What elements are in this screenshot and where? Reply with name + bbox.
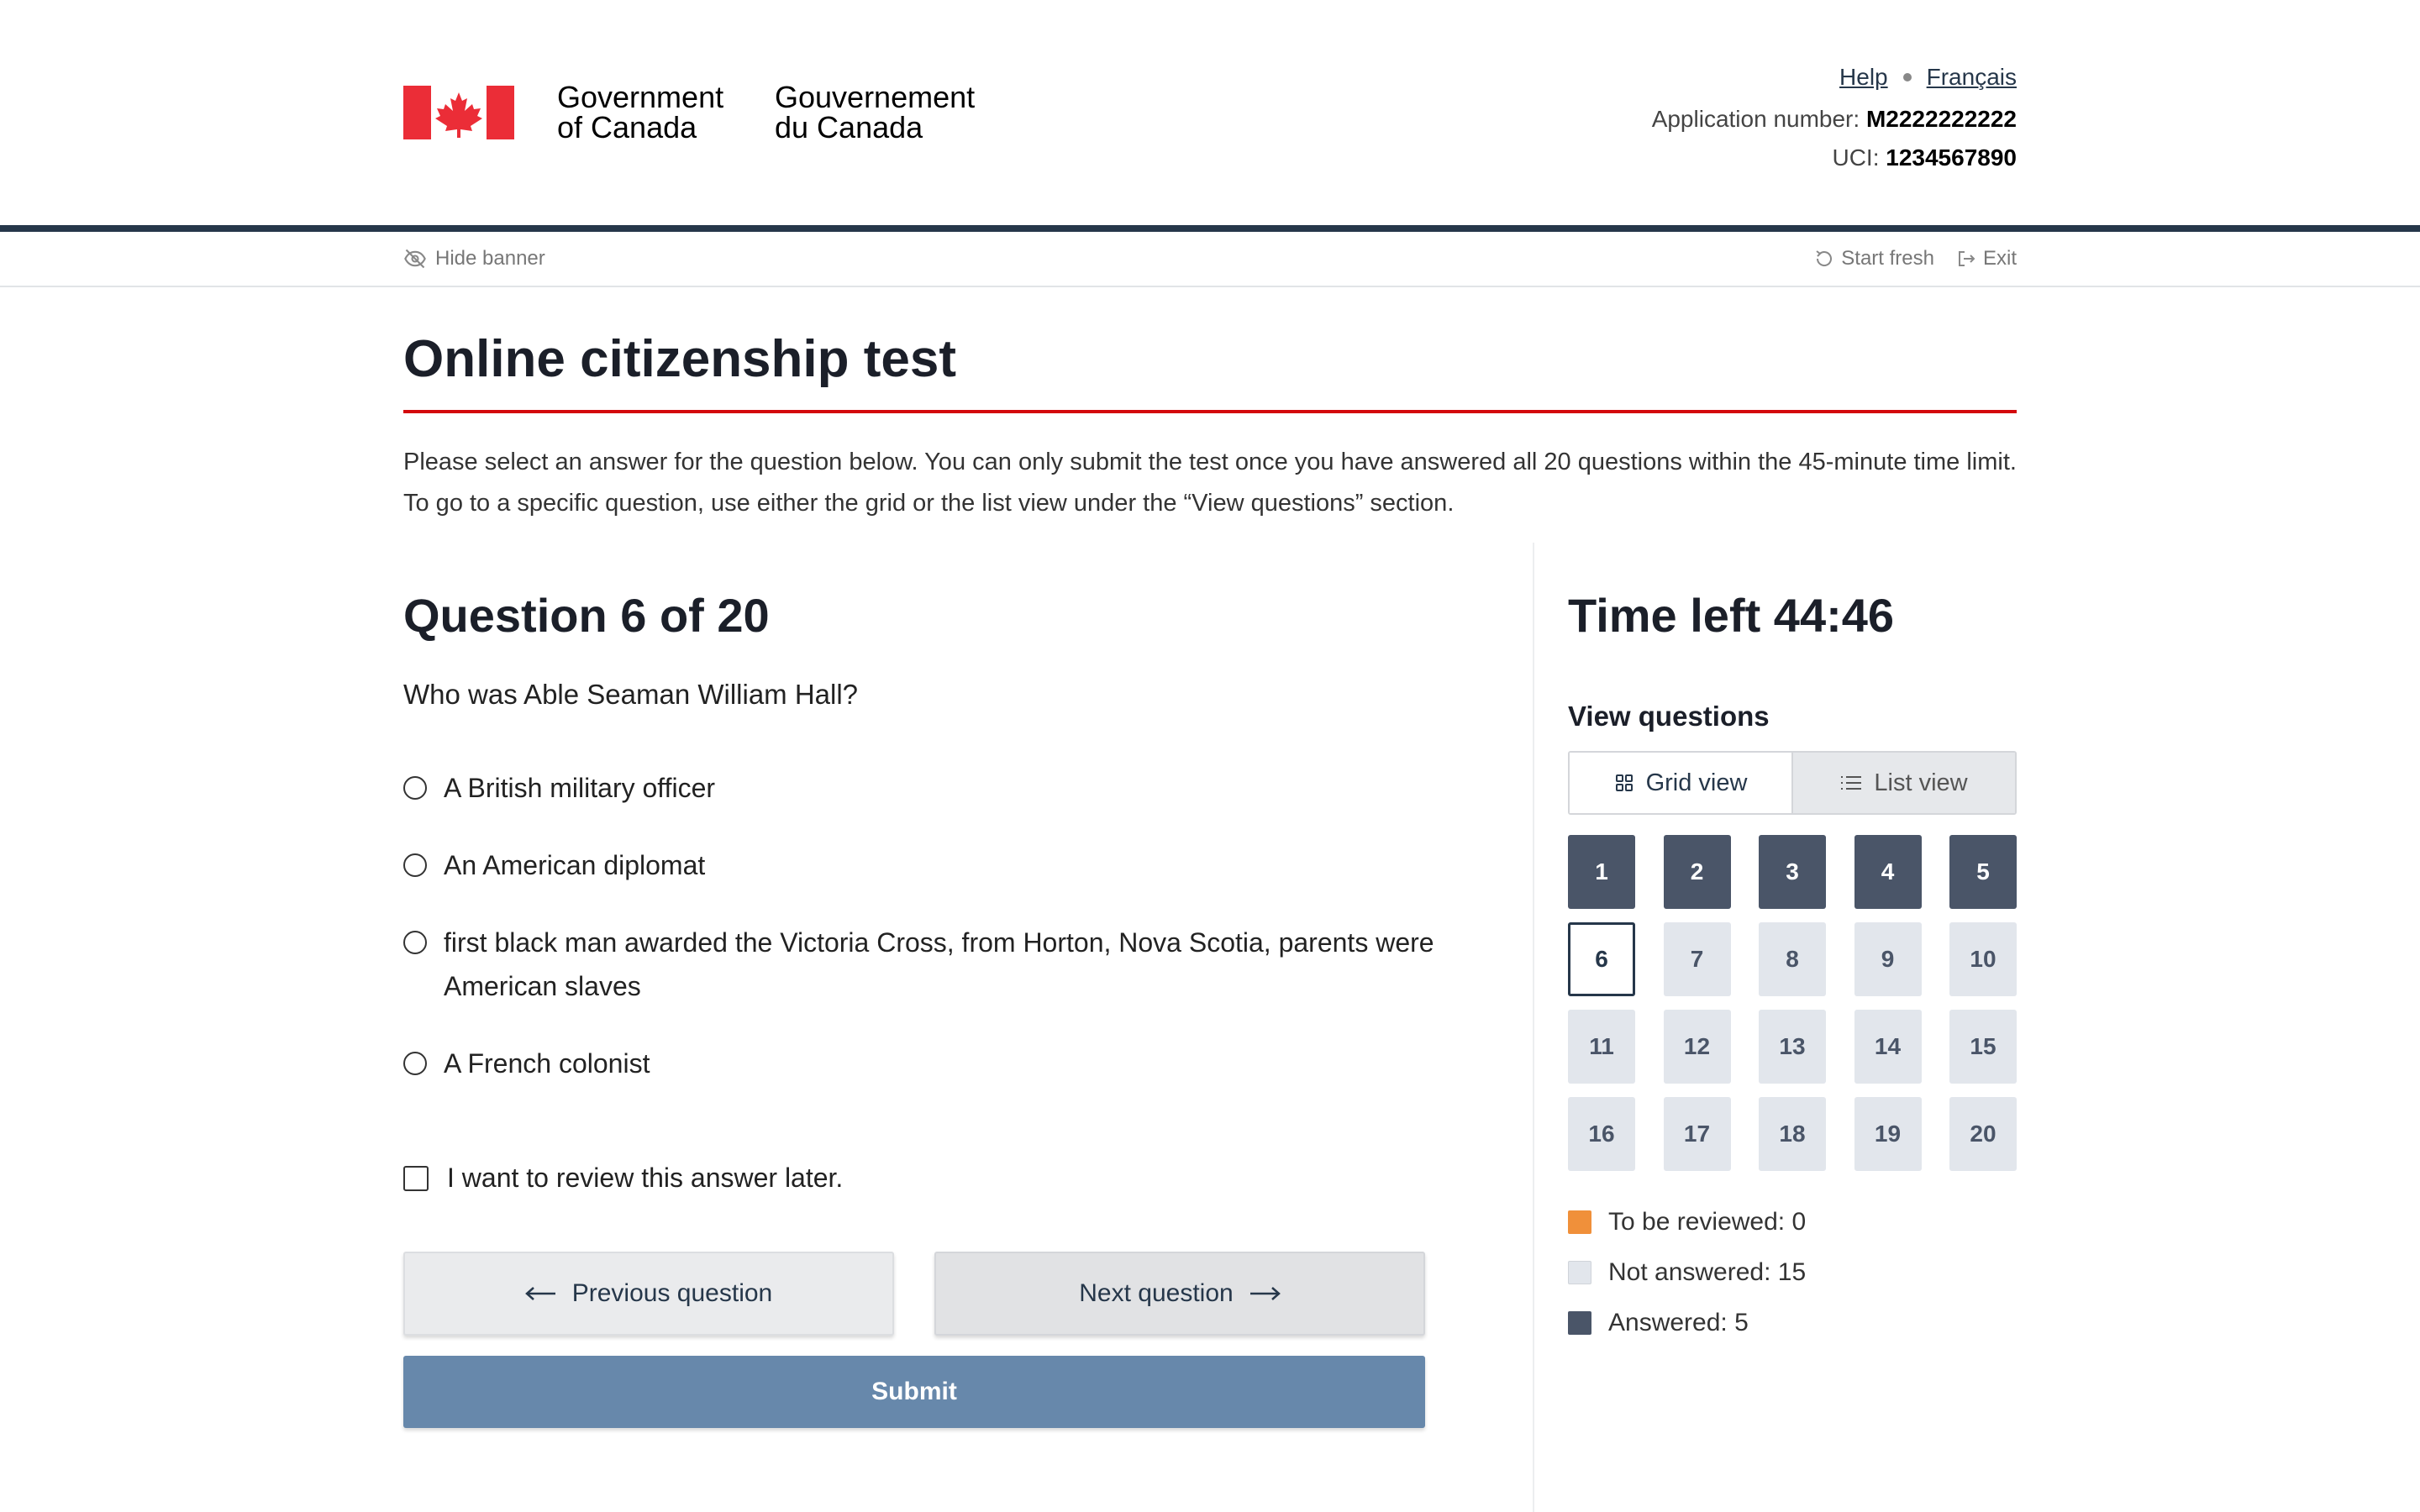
time-left: Time left 44:46: [1568, 589, 1895, 642]
government-of-canada-en: [557, 82, 723, 143]
question-grid-cell-13[interactable]: 13: [1759, 1010, 1826, 1084]
start-fresh-button[interactable]: [1814, 247, 1934, 270]
answer-option-label: first black man awarded the Victoria Cross, from Horton, Nova Scotia, parents were American slaves: [444, 927, 1434, 1001]
answer-option[interactable]: [403, 766, 1445, 810]
legend-item-answered: [1568, 1307, 1806, 1339]
question-grid-cell-6[interactable]: 6: [1568, 922, 1635, 996]
submit-button[interactable]: Submit: [403, 1356, 1425, 1428]
legend-swatch: [1568, 1311, 1591, 1335]
legend-label: Not answered: 15: [1608, 1258, 1807, 1286]
page-title: Online citizenship test: [403, 330, 956, 388]
legend-swatch: [1568, 1210, 1591, 1234]
hide-banner-button[interactable]: [403, 247, 545, 270]
radio-button[interactable]: [403, 1052, 427, 1075]
header-links: [1652, 64, 2017, 91]
eye-off-icon: [403, 247, 427, 270]
gov-fr-line2: du Canada: [775, 110, 923, 144]
site-header: [0, 0, 2420, 227]
question-heading: Question 6 of 20: [403, 589, 770, 642]
next-question-button[interactable]: [934, 1252, 1425, 1336]
answer-option[interactable]: [403, 843, 1445, 887]
answer-option-label: A British military officer: [444, 773, 716, 803]
question-grid-cell-15[interactable]: 15: [1949, 1010, 2017, 1084]
previous-question-label: Previous question: [571, 1279, 773, 1307]
column-divider: [1533, 543, 1534, 1512]
uci-number: [1652, 141, 2017, 175]
gov-en-line1: Government: [557, 80, 724, 114]
refresh-icon: [1814, 249, 1834, 269]
list-view-label: List view: [1874, 769, 1968, 796]
radio-button[interactable]: [403, 931, 427, 954]
app-number-value: M2222222222: [1865, 106, 2017, 132]
title-underline: [403, 410, 2017, 413]
arrow-right-icon: [1249, 1285, 1281, 1302]
legend-swatch: [1568, 1261, 1591, 1284]
answer-option-label: A French colonist: [444, 1048, 650, 1079]
instructions-text: Please select an answer for the question below. You can only submit the test once you have answered all 20 questions within the 45-minute time limit. To go to a specific question, use either the grid or the list view under the “View questions” section.: [403, 449, 2017, 517]
review-later-checkbox-row[interactable]: [403, 1163, 843, 1194]
question-grid-cell-20[interactable]: 20: [1949, 1097, 2017, 1171]
header-account-info: [1652, 64, 2017, 175]
question-grid-cell-12[interactable]: 12: [1664, 1010, 1731, 1084]
answer-option-label: An American diplomat: [444, 850, 706, 880]
app-number-label: Application number:: [1651, 106, 1860, 132]
view-toggle: [1568, 751, 2017, 815]
gov-fr-line1: Gouvernement: [775, 80, 976, 114]
uci-label: UCI:: [1832, 144, 1880, 171]
government-of-canada-fr: [775, 82, 975, 143]
question-grid-cell-11[interactable]: 11: [1568, 1010, 1635, 1084]
canada-flag-icon: [403, 86, 514, 139]
arrow-left-icon: [525, 1285, 557, 1302]
legend-label: To be reviewed: 0: [1608, 1208, 1807, 1236]
radio-button[interactable]: [403, 776, 427, 800]
grid-view-tab[interactable]: [1570, 753, 1791, 813]
exit-button[interactable]: [1956, 247, 2017, 270]
answer-option[interactable]: [403, 1042, 1445, 1085]
gov-en-line2: of Canada: [557, 110, 697, 144]
language-toggle-link[interactable]: Français: [1926, 64, 2017, 90]
question-grid-cell-19[interactable]: 19: [1854, 1097, 1922, 1171]
help-link[interactable]: Help: [1839, 64, 1888, 90]
answer-options: [403, 766, 1445, 1119]
uci-value: 1234567890: [1886, 144, 2017, 171]
start-fresh-label: Start fresh: [1841, 247, 1934, 270]
review-later-label: I want to review this answer later.: [447, 1163, 844, 1193]
review-later-checkbox[interactable]: [403, 1166, 429, 1191]
grid-view-label: Grid view: [1645, 769, 1748, 796]
exit-icon: [1956, 249, 1976, 269]
application-number: [1652, 102, 2017, 136]
session-actions: [1814, 247, 2017, 270]
question-grid-cell-5[interactable]: 5: [1949, 835, 2017, 909]
list-view-tab[interactable]: [1791, 753, 2015, 813]
question-grid-cell-16[interactable]: 16: [1568, 1097, 1635, 1171]
question-grid-cell-18[interactable]: 18: [1759, 1097, 1826, 1171]
question-text: Who was Able Seaman William Hall?: [403, 679, 859, 710]
question-grid-cell-7[interactable]: 7: [1664, 922, 1731, 996]
question-grid-cell-3[interactable]: 3: [1759, 835, 1826, 909]
next-question-label: Next question: [1079, 1279, 1234, 1307]
question-grid-cell-14[interactable]: 14: [1854, 1010, 1922, 1084]
sub-banner: [0, 232, 2420, 287]
legend-item-to-be-reviewed: [1568, 1206, 1806, 1238]
grid-icon: [1614, 773, 1634, 793]
question-grid-cell-9[interactable]: 9: [1854, 922, 1922, 996]
question-legend: [1568, 1206, 1806, 1357]
answer-option[interactable]: [403, 921, 1445, 1008]
question-grid-cell-8[interactable]: 8: [1759, 922, 1826, 996]
view-questions-heading: View questions: [1568, 701, 1770, 732]
question-grid: [1568, 835, 2017, 1171]
exit-label: Exit: [1982, 247, 2017, 270]
previous-question-button[interactable]: [403, 1252, 894, 1336]
separator-dot: [1903, 73, 1912, 81]
list-icon: [1840, 774, 1862, 792]
radio-button[interactable]: [403, 853, 427, 877]
question-grid-cell-17[interactable]: 17: [1664, 1097, 1731, 1171]
legend-label: Answered: 5: [1608, 1309, 1749, 1336]
question-grid-cell-1[interactable]: 1: [1568, 835, 1635, 909]
question-grid-cell-2[interactable]: 2: [1664, 835, 1731, 909]
question-grid-cell-10[interactable]: 10: [1949, 922, 2017, 996]
legend-item-not-answered: [1568, 1257, 1806, 1289]
hide-banner-label: Hide banner: [435, 247, 545, 270]
header-divider-bar: [0, 225, 2420, 232]
question-grid-cell-4[interactable]: 4: [1854, 835, 1922, 909]
